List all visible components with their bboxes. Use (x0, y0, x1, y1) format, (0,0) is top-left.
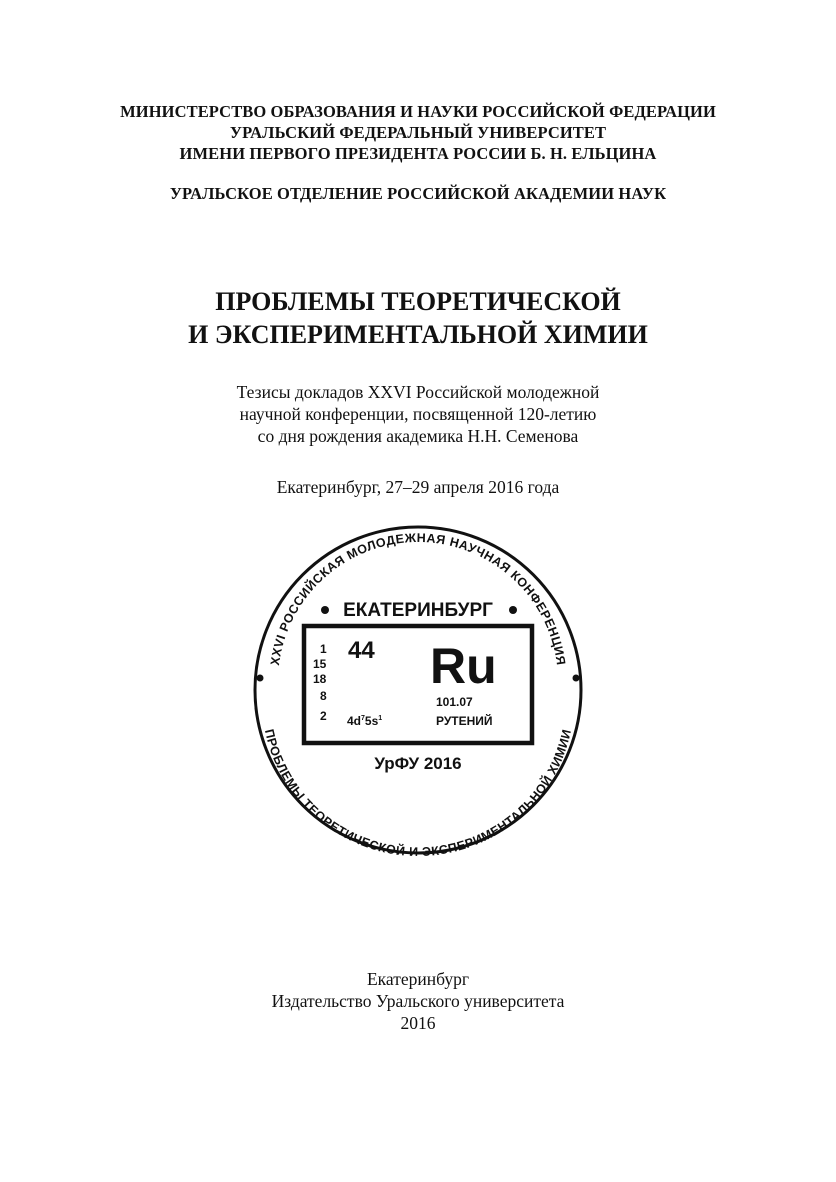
ministry-line: МИНИСТЕРСТВО ОБРАЗОВАНИЯ И НАУКИ РОССИЙСКОЙ ФЕДЕРАЦИИ (120, 102, 716, 121)
academy-line: УРАЛЬСКОЕ ОТДЕЛЕНИЕ РОССИЙСКОЙ АКАДЕМИИ НАУК (169, 184, 667, 203)
element-name: РУТЕНИЙ (436, 714, 493, 728)
city-left-dot (321, 606, 329, 614)
emblem-bottom-label: УрФУ 2016 (374, 754, 462, 773)
shell-3: 18 (313, 672, 327, 686)
ministry-header (0, 101, 836, 164)
conference-place-date: Екатеринбург, 27–29 апреля 2016 года (276, 477, 560, 497)
emblem-left-dot (257, 675, 264, 682)
element-symbol: Ru (430, 638, 497, 694)
atomic-number: 44 (348, 637, 375, 664)
emblem-ring-top-text: XXVI РОССИЙСКАЯ МОЛОДЕЖНАЯ НАУЧНАЯ КОНФЕРЕНЦИЯ (267, 530, 569, 667)
imprint-publisher: Издательство Уральского университета (271, 991, 565, 1011)
shell-5: 2 (320, 709, 327, 723)
city-right-dot (509, 606, 517, 614)
conference-emblem (250, 522, 586, 858)
emblem-city: ЕКАТЕРИНБУРГ (343, 600, 493, 621)
electron-configuration: $4d^75s^1$ (347, 714, 383, 728)
university-name-line: ИМЕНИ ПЕРВОГО ПРЕЗИДЕНТА РОССИИ Б. Н. ЕЛЬЦИНА (179, 144, 657, 163)
book-title-line-2: И ЭКСПЕРИМЕНТАЛЬНОЙ ХИМИИ (188, 320, 648, 349)
university-line: УРАЛЬСКИЙ ФЕДЕРАЛЬНЫЙ УНИВЕРСИТЕТ (229, 123, 607, 142)
emblem-right-dot (573, 675, 580, 682)
subtitle-line-2: научной конференции, посвященной 120-летию (239, 404, 597, 424)
imprint-year: 2016 (400, 1013, 436, 1033)
imprint-city: Екатеринбург (366, 969, 470, 989)
book-subtitle (0, 381, 836, 447)
shell-4: 8 (320, 689, 327, 703)
subtitle-line-1: Тезисы докладов XXVI Российской молодежной (236, 382, 600, 402)
imprint (0, 968, 836, 1034)
subtitle-line-3: со дня рождения академика Н.Н. Семенова (257, 426, 579, 446)
book-title (0, 285, 836, 351)
emblem-ring-bottom-text: ПРОБЛЕМЫ ТЕОРЕТИЧЕСКОЙ И ЭКСПЕРИМЕНТАЛЬНОЙ ХИМИИ (261, 727, 575, 858)
shell-2: 15 (313, 657, 327, 671)
shell-1: 1 (320, 642, 327, 656)
book-title-line-1: ПРОБЛЕМЫ ТЕОРЕТИЧЕСКОЙ (215, 287, 621, 316)
element-cell-frame (304, 626, 532, 743)
atomic-mass: 101.07 (436, 695, 473, 709)
